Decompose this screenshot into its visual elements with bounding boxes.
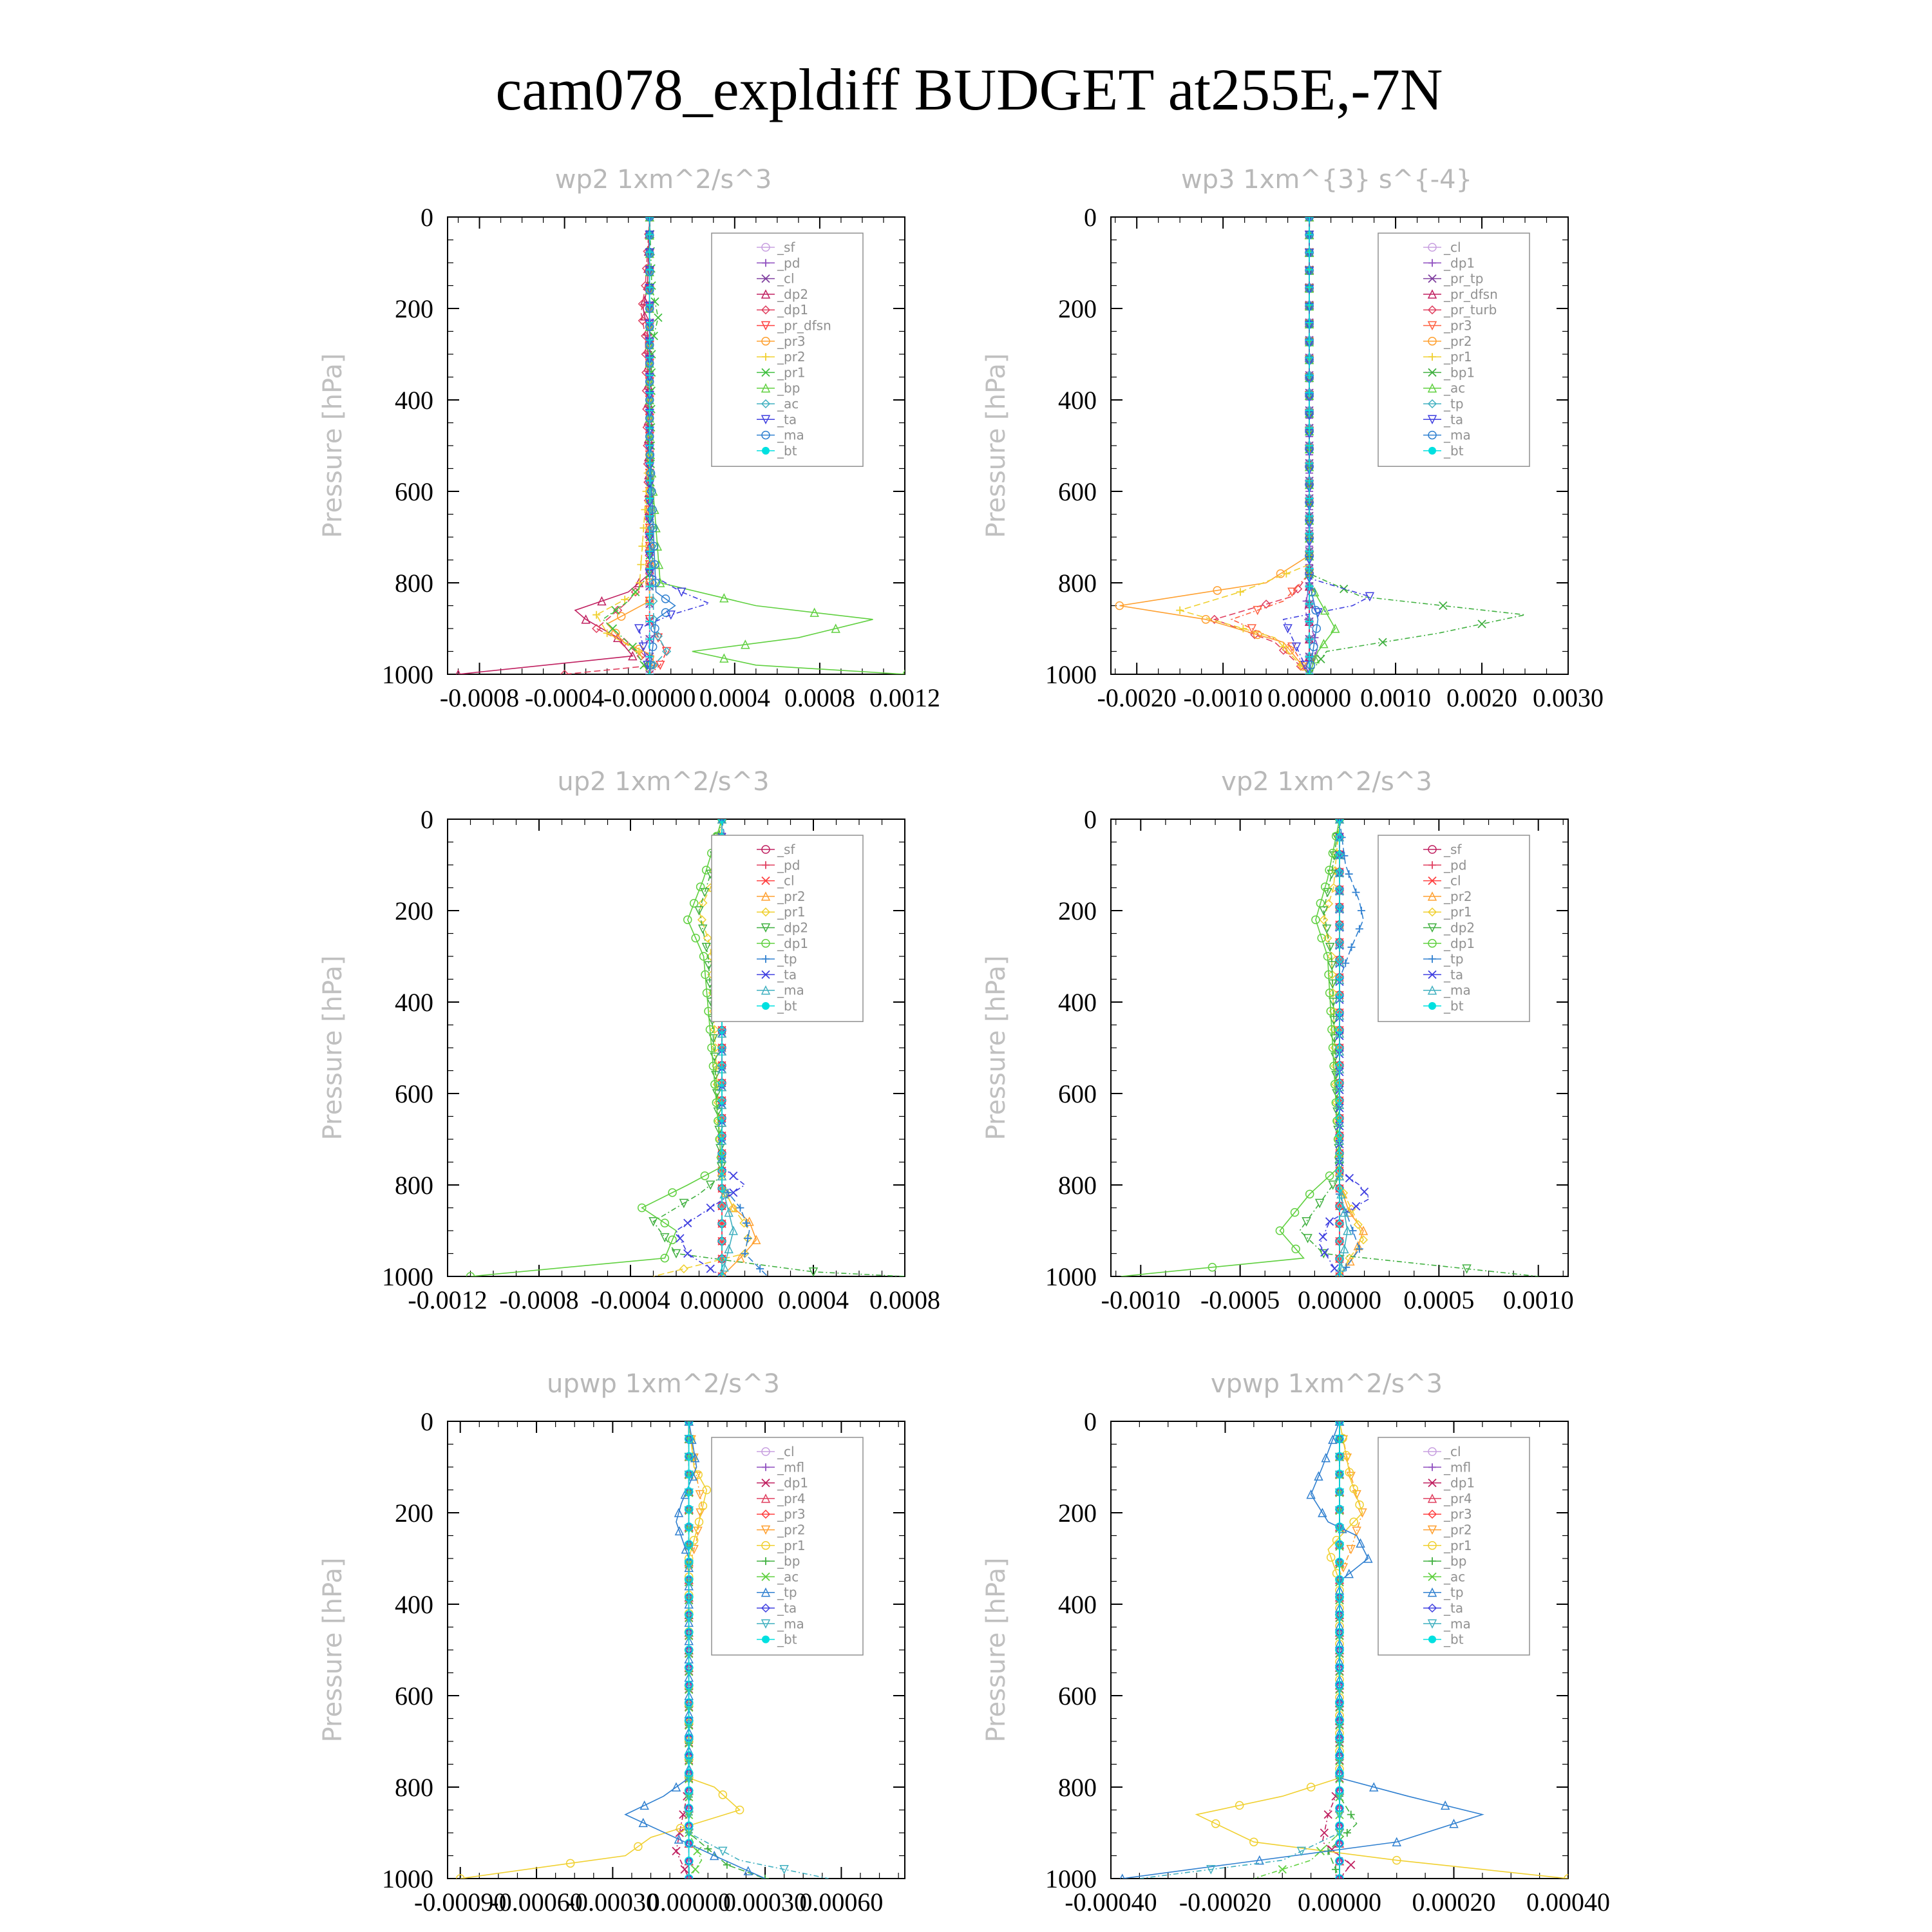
series-marker-dp1 bbox=[1347, 1861, 1355, 1869]
legend-label: _pr_dfsn bbox=[777, 317, 831, 334]
y-tick-label: 600 bbox=[395, 477, 433, 506]
legend-label: _ta bbox=[777, 967, 797, 983]
legend-label: _pr_dfsn bbox=[1444, 286, 1498, 302]
legend-label: _pd bbox=[777, 255, 800, 271]
x-tick-label: -0.00030 bbox=[566, 1888, 659, 1917]
x-tick-label: -0.0020 bbox=[1097, 683, 1177, 712]
y-tick-label: 1000 bbox=[1045, 660, 1097, 689]
series-marker-ac bbox=[1278, 1866, 1286, 1873]
x-tick-label: 0.00000 bbox=[647, 1888, 731, 1917]
legend-label: _tp bbox=[1444, 396, 1464, 412]
series-marker-dp1 bbox=[1324, 1811, 1332, 1819]
panel-title: up2 1xm^2/s^3 bbox=[557, 767, 770, 797]
x-tick-label: -0.0010 bbox=[1183, 683, 1263, 712]
legend-label: _pr3 bbox=[1444, 317, 1472, 334]
y-tick-label: 600 bbox=[1058, 477, 1097, 506]
legend-label: _dp2 bbox=[777, 286, 809, 302]
panel-title: vp2 1xm^2/s^3 bbox=[1221, 767, 1432, 797]
y-tick-label: 0 bbox=[1084, 805, 1097, 834]
legend-label: _sf bbox=[1444, 842, 1462, 857]
legend-label: _pr_turb bbox=[1444, 302, 1497, 318]
x-tick-label: 0.00000 bbox=[1267, 683, 1352, 712]
legend-label: _bt bbox=[1444, 442, 1464, 459]
y-axis-label: Pressure [hPa] bbox=[318, 353, 348, 538]
series-marker-tp bbox=[1358, 907, 1365, 914]
series-marker-ac bbox=[694, 1847, 701, 1855]
series-line-pr3 bbox=[1232, 217, 1310, 674]
y-axis-label: Pressure [hPa] bbox=[318, 1557, 348, 1743]
panel-title: upwp 1xm^2/s^3 bbox=[547, 1369, 780, 1399]
legend-label: _ma bbox=[1444, 1616, 1471, 1632]
x-tick-label: 0.00060 bbox=[799, 1888, 884, 1917]
series-marker-pr2 bbox=[1347, 1546, 1355, 1553]
chart-panel-5 bbox=[318, 1369, 905, 1917]
legend-label: _dp1 bbox=[1444, 1475, 1475, 1491]
legend-label: _bt bbox=[777, 1631, 797, 1647]
series-line-dp1 bbox=[1121, 819, 1340, 1276]
series-line-ta bbox=[1283, 217, 1370, 674]
x-tick-label: 0.0020 bbox=[1446, 683, 1518, 712]
series-marker-bp bbox=[1347, 1811, 1355, 1819]
legend-label: _ta bbox=[1444, 1600, 1464, 1616]
y-axis-label: Pressure [hPa] bbox=[981, 353, 1011, 538]
x-tick-label: -0.00040 bbox=[1065, 1888, 1157, 1917]
series-marker-pr2 bbox=[635, 648, 643, 656]
legend-label: _ta bbox=[1444, 412, 1464, 428]
series-marker-tp bbox=[1348, 943, 1356, 951]
series-line-ac bbox=[1254, 1421, 1340, 1879]
legend-label: _pr4 bbox=[1444, 1490, 1472, 1506]
y-tick-label: 400 bbox=[395, 988, 433, 1017]
legend-marker bbox=[1428, 1002, 1436, 1010]
series-marker-tp bbox=[1356, 925, 1363, 933]
series-marker-pr1 bbox=[654, 314, 662, 321]
series-marker-ta bbox=[1366, 592, 1374, 600]
legend-label: _sf bbox=[777, 842, 795, 857]
y-axis-label: Pressure [hPa] bbox=[981, 1557, 1011, 1743]
panel-title: vpwp 1xm^2/s^3 bbox=[1210, 1369, 1443, 1399]
x-tick-label: 0.0004 bbox=[778, 1285, 849, 1314]
series-marker-ta bbox=[706, 1265, 714, 1273]
legend-label: _dp1 bbox=[777, 1475, 809, 1491]
legend-label: _bp bbox=[777, 1553, 800, 1569]
y-tick-label: 400 bbox=[1058, 1590, 1097, 1619]
series-marker-ta bbox=[684, 1250, 692, 1258]
x-tick-label: -0.00060 bbox=[490, 1888, 583, 1917]
y-tick-label: 200 bbox=[395, 1499, 433, 1528]
y-tick-label: 800 bbox=[1058, 1171, 1097, 1200]
series-marker-dp2 bbox=[701, 889, 708, 896]
legend-label: _tp bbox=[1444, 951, 1464, 967]
y-axis-label: Pressure [hPa] bbox=[318, 955, 348, 1141]
legend-label: _pd bbox=[1444, 857, 1467, 873]
y-tick-label: 1000 bbox=[382, 1262, 433, 1291]
y-tick-label: 200 bbox=[1058, 1499, 1097, 1528]
series-marker-pr1 bbox=[1236, 588, 1244, 596]
legend-label: _bp bbox=[777, 380, 800, 396]
legend-label: _dp1 bbox=[1444, 255, 1475, 271]
series-marker-pr1 bbox=[704, 934, 712, 942]
legend-label: _pr1 bbox=[1444, 904, 1472, 920]
x-tick-label: 0.0012 bbox=[869, 683, 940, 712]
legend-label: _tp bbox=[777, 1584, 797, 1600]
legend-label: _ma bbox=[777, 982, 804, 998]
y-tick-label: 0 bbox=[421, 1407, 433, 1436]
legend-label: _pr2 bbox=[1444, 1522, 1472, 1538]
series-line-dp1 bbox=[565, 217, 656, 674]
y-tick-label: 0 bbox=[421, 805, 433, 834]
legend-label: _mfl bbox=[1444, 1459, 1472, 1475]
legend-label: _pr3 bbox=[777, 333, 806, 349]
legend-label: _pr2 bbox=[1444, 333, 1472, 349]
chart-panel-2 bbox=[981, 165, 1604, 712]
series-marker-ta bbox=[730, 1172, 737, 1180]
series-marker-pr1 bbox=[650, 332, 658, 340]
y-tick-label: 600 bbox=[395, 1681, 433, 1710]
x-tick-label: 0.00030 bbox=[723, 1888, 808, 1917]
x-tick-label: -0.0005 bbox=[1200, 1285, 1280, 1314]
legend-label: _pr2 bbox=[777, 349, 806, 365]
panel-title: wp3 1xm^{3} s^{-4} bbox=[1180, 165, 1473, 194]
series-marker-ta bbox=[676, 1235, 684, 1242]
legend-marker bbox=[1428, 1636, 1436, 1643]
series-marker-dp2 bbox=[661, 1234, 668, 1242]
legend-marker bbox=[762, 1636, 770, 1643]
series-marker-pr1 bbox=[680, 1265, 688, 1273]
series-marker-ta bbox=[1352, 1202, 1360, 1210]
x-tick-label: -0.0010 bbox=[1101, 1285, 1180, 1314]
legend-label: _cl bbox=[777, 270, 795, 287]
legend-label: _cl bbox=[1444, 873, 1461, 889]
y-tick-label: 1000 bbox=[382, 660, 433, 689]
series-marker-dp1 bbox=[681, 1866, 688, 1873]
legend-marker bbox=[762, 1002, 770, 1010]
legend-label: _ac bbox=[1444, 1569, 1466, 1585]
series-marker-ta bbox=[706, 1204, 714, 1212]
series-marker-dp2 bbox=[1316, 1199, 1323, 1207]
legend-label: _bt bbox=[777, 998, 797, 1014]
legend-label: _pr_tp bbox=[1444, 270, 1484, 287]
legend-label: _cl bbox=[777, 1444, 795, 1459]
y-tick-label: 600 bbox=[1058, 1079, 1097, 1108]
x-tick-label: 0.0030 bbox=[1533, 683, 1604, 712]
series-marker-dp1 bbox=[1320, 1829, 1328, 1837]
y-tick-label: 800 bbox=[1058, 1773, 1097, 1802]
series-marker-tp bbox=[1349, 1227, 1357, 1235]
series-marker-ta bbox=[1326, 1218, 1334, 1226]
legend bbox=[1378, 1437, 1530, 1655]
x-tick-label: 0.00020 bbox=[1412, 1888, 1496, 1917]
series-marker-ma bbox=[719, 1847, 726, 1855]
y-tick-label: 800 bbox=[395, 1773, 433, 1802]
legend-label: _cl bbox=[777, 873, 795, 889]
legend-label: _tp bbox=[1444, 1584, 1464, 1600]
legend-label: _pr1 bbox=[777, 904, 806, 920]
legend bbox=[1378, 233, 1530, 466]
y-tick-label: 1000 bbox=[382, 1864, 433, 1893]
series-marker-dp2 bbox=[1303, 1218, 1311, 1226]
series-marker-pr2 bbox=[637, 561, 645, 569]
y-tick-label: 800 bbox=[1058, 569, 1097, 598]
legend-label: _ma bbox=[777, 1616, 804, 1632]
legend-label: _bp bbox=[1444, 1553, 1467, 1569]
series-marker-dp2 bbox=[672, 1250, 680, 1258]
series-marker-tp bbox=[1345, 870, 1353, 878]
legend-label: _pr1 bbox=[1444, 349, 1472, 365]
y-tick-label: 200 bbox=[1058, 294, 1097, 323]
chart-panel-4 bbox=[981, 767, 1574, 1314]
legend-label: _pr1 bbox=[1444, 1537, 1472, 1553]
series-marker-dp1 bbox=[672, 1847, 680, 1855]
series-marker-tp bbox=[1352, 889, 1359, 896]
legend-label: _ma bbox=[777, 427, 804, 443]
y-tick-label: 0 bbox=[421, 203, 433, 232]
legend-label: _pr2 bbox=[777, 1522, 806, 1538]
legend bbox=[712, 233, 863, 466]
series-line-pr2 bbox=[1119, 217, 1309, 674]
series-marker-pr2 bbox=[1353, 1527, 1361, 1535]
series-marker-pr2 bbox=[592, 611, 600, 619]
legend-label: _bt bbox=[1444, 1631, 1464, 1647]
y-tick-label: 400 bbox=[395, 1590, 433, 1619]
x-tick-label: -0.00090 bbox=[414, 1888, 507, 1917]
x-tick-label: 0.00000 bbox=[1298, 1888, 1381, 1917]
legend-label: _pd bbox=[777, 857, 800, 873]
legend-label: _ac bbox=[777, 1569, 799, 1585]
series-marker-bp1 bbox=[1439, 602, 1447, 610]
legend-label: _ma bbox=[1444, 427, 1471, 443]
x-tick-label: 0.00000 bbox=[680, 1285, 764, 1314]
series-line-pr1 bbox=[1180, 217, 1309, 674]
legend-marker bbox=[762, 447, 770, 455]
x-tick-label: -0.00000 bbox=[603, 683, 696, 712]
series-marker-tp bbox=[1356, 1245, 1363, 1253]
chart-panel-6 bbox=[981, 1369, 1610, 1917]
y-tick-label: 800 bbox=[395, 569, 433, 598]
series-marker-pr1 bbox=[1176, 607, 1184, 614]
y-tick-label: 800 bbox=[395, 1171, 433, 1200]
series-marker-pr2 bbox=[621, 596, 629, 603]
series-marker-tp bbox=[744, 1235, 752, 1242]
legend bbox=[712, 1437, 863, 1655]
legend-label: _pr2 bbox=[777, 888, 806, 904]
legend-label: _ta bbox=[777, 1600, 797, 1616]
y-tick-label: 200 bbox=[395, 294, 433, 323]
x-tick-label: 0.0008 bbox=[784, 683, 855, 712]
legend-label: _ac bbox=[777, 396, 799, 412]
x-tick-label: 0.00000 bbox=[1298, 1285, 1381, 1314]
x-tick-label: -0.0012 bbox=[408, 1285, 488, 1314]
series-marker-ta bbox=[635, 625, 643, 632]
figure-title: cam078_expldiff BUDGET at255E,-7N bbox=[495, 57, 1443, 122]
series-marker-ta bbox=[677, 588, 685, 596]
legend-label: _tp bbox=[777, 951, 797, 967]
legend-label: _ta bbox=[1444, 967, 1464, 983]
y-tick-label: 200 bbox=[1058, 896, 1097, 925]
legend-label: _sf bbox=[777, 240, 795, 255]
y-tick-label: 600 bbox=[395, 1079, 433, 1108]
legend-label: _cl bbox=[1444, 1444, 1461, 1459]
y-tick-label: 0 bbox=[1084, 203, 1097, 232]
legend-label: _pr3 bbox=[777, 1506, 806, 1522]
y-tick-label: 1000 bbox=[1045, 1864, 1097, 1893]
series-line-dp1 bbox=[471, 819, 723, 1276]
legend-label: _pr4 bbox=[777, 1490, 806, 1506]
legend-label: _dp1 bbox=[1444, 935, 1475, 951]
legend-label: _dp2 bbox=[777, 920, 809, 936]
y-tick-label: 400 bbox=[1058, 988, 1097, 1017]
series-marker-ta bbox=[1361, 1188, 1368, 1196]
y-tick-label: 200 bbox=[395, 896, 433, 925]
panels bbox=[318, 165, 1610, 1917]
series-marker-ta bbox=[1345, 1174, 1353, 1182]
legend-label: _pr3 bbox=[1444, 1506, 1472, 1522]
series-marker-bp1 bbox=[1478, 620, 1486, 628]
legend-label: _pr1 bbox=[777, 365, 806, 381]
legend bbox=[1378, 835, 1530, 1021]
x-tick-label: -0.0008 bbox=[499, 1285, 579, 1314]
legend-label: _bt bbox=[1444, 998, 1464, 1014]
series-marker-pr_turb bbox=[1262, 600, 1270, 608]
legend-label: _dp1 bbox=[777, 302, 809, 318]
x-tick-label: 0.0010 bbox=[1360, 683, 1432, 712]
x-tick-label: 0.0004 bbox=[699, 683, 770, 712]
x-tick-label: 0.00040 bbox=[1526, 1888, 1610, 1917]
legend-label: _ma bbox=[1444, 982, 1471, 998]
legend-label: _dp1 bbox=[777, 935, 809, 951]
x-tick-label: 0.0010 bbox=[1502, 1285, 1574, 1314]
legend-label: _cl bbox=[1444, 240, 1461, 255]
x-tick-label: -0.00020 bbox=[1179, 1888, 1272, 1917]
legend-label: _mfl bbox=[777, 1459, 805, 1475]
x-tick-label: -0.0008 bbox=[439, 683, 520, 712]
series-marker-pr1 bbox=[632, 588, 639, 596]
series-line-dp2 bbox=[459, 217, 650, 674]
y-tick-label: 600 bbox=[1058, 1681, 1097, 1710]
legend bbox=[712, 835, 863, 1021]
legend-label: _ac bbox=[1444, 380, 1466, 396]
series-line-pr1 bbox=[460, 1421, 740, 1879]
chart-panel-1 bbox=[318, 165, 940, 712]
series-marker-ac bbox=[692, 1866, 699, 1873]
y-tick-label: 0 bbox=[1084, 1407, 1097, 1436]
x-tick-label: -0.0004 bbox=[524, 683, 605, 712]
y-tick-label: 400 bbox=[1058, 386, 1097, 415]
y-tick-label: 400 bbox=[395, 386, 433, 415]
panel-title: wp2 1xm^2/s^3 bbox=[554, 165, 772, 194]
y-tick-label: 1000 bbox=[1045, 1262, 1097, 1291]
series-marker-pr2 bbox=[638, 542, 646, 550]
series-marker-ta bbox=[684, 1219, 692, 1227]
legend-label: _bp1 bbox=[1444, 365, 1475, 381]
series-line-ma bbox=[1139, 1421, 1340, 1879]
legend-label: _dp2 bbox=[1444, 920, 1475, 936]
legend-label: _bt bbox=[777, 442, 797, 459]
x-tick-label: 0.0008 bbox=[869, 1285, 940, 1314]
legend-marker bbox=[1428, 447, 1436, 455]
series-marker-bp bbox=[1332, 1866, 1340, 1873]
y-axis-label: Pressure [hPa] bbox=[981, 955, 1011, 1141]
chart-panel-3 bbox=[318, 767, 940, 1314]
legend-label: _ta bbox=[777, 412, 797, 428]
x-tick-label: -0.0004 bbox=[591, 1285, 670, 1314]
legend-label: _pr2 bbox=[1444, 888, 1472, 904]
legend-label: _pr1 bbox=[777, 1537, 806, 1553]
series-marker-ta bbox=[1319, 1233, 1327, 1240]
series-line-pr_turb bbox=[1215, 217, 1309, 674]
x-tick-label: 0.0005 bbox=[1403, 1285, 1475, 1314]
